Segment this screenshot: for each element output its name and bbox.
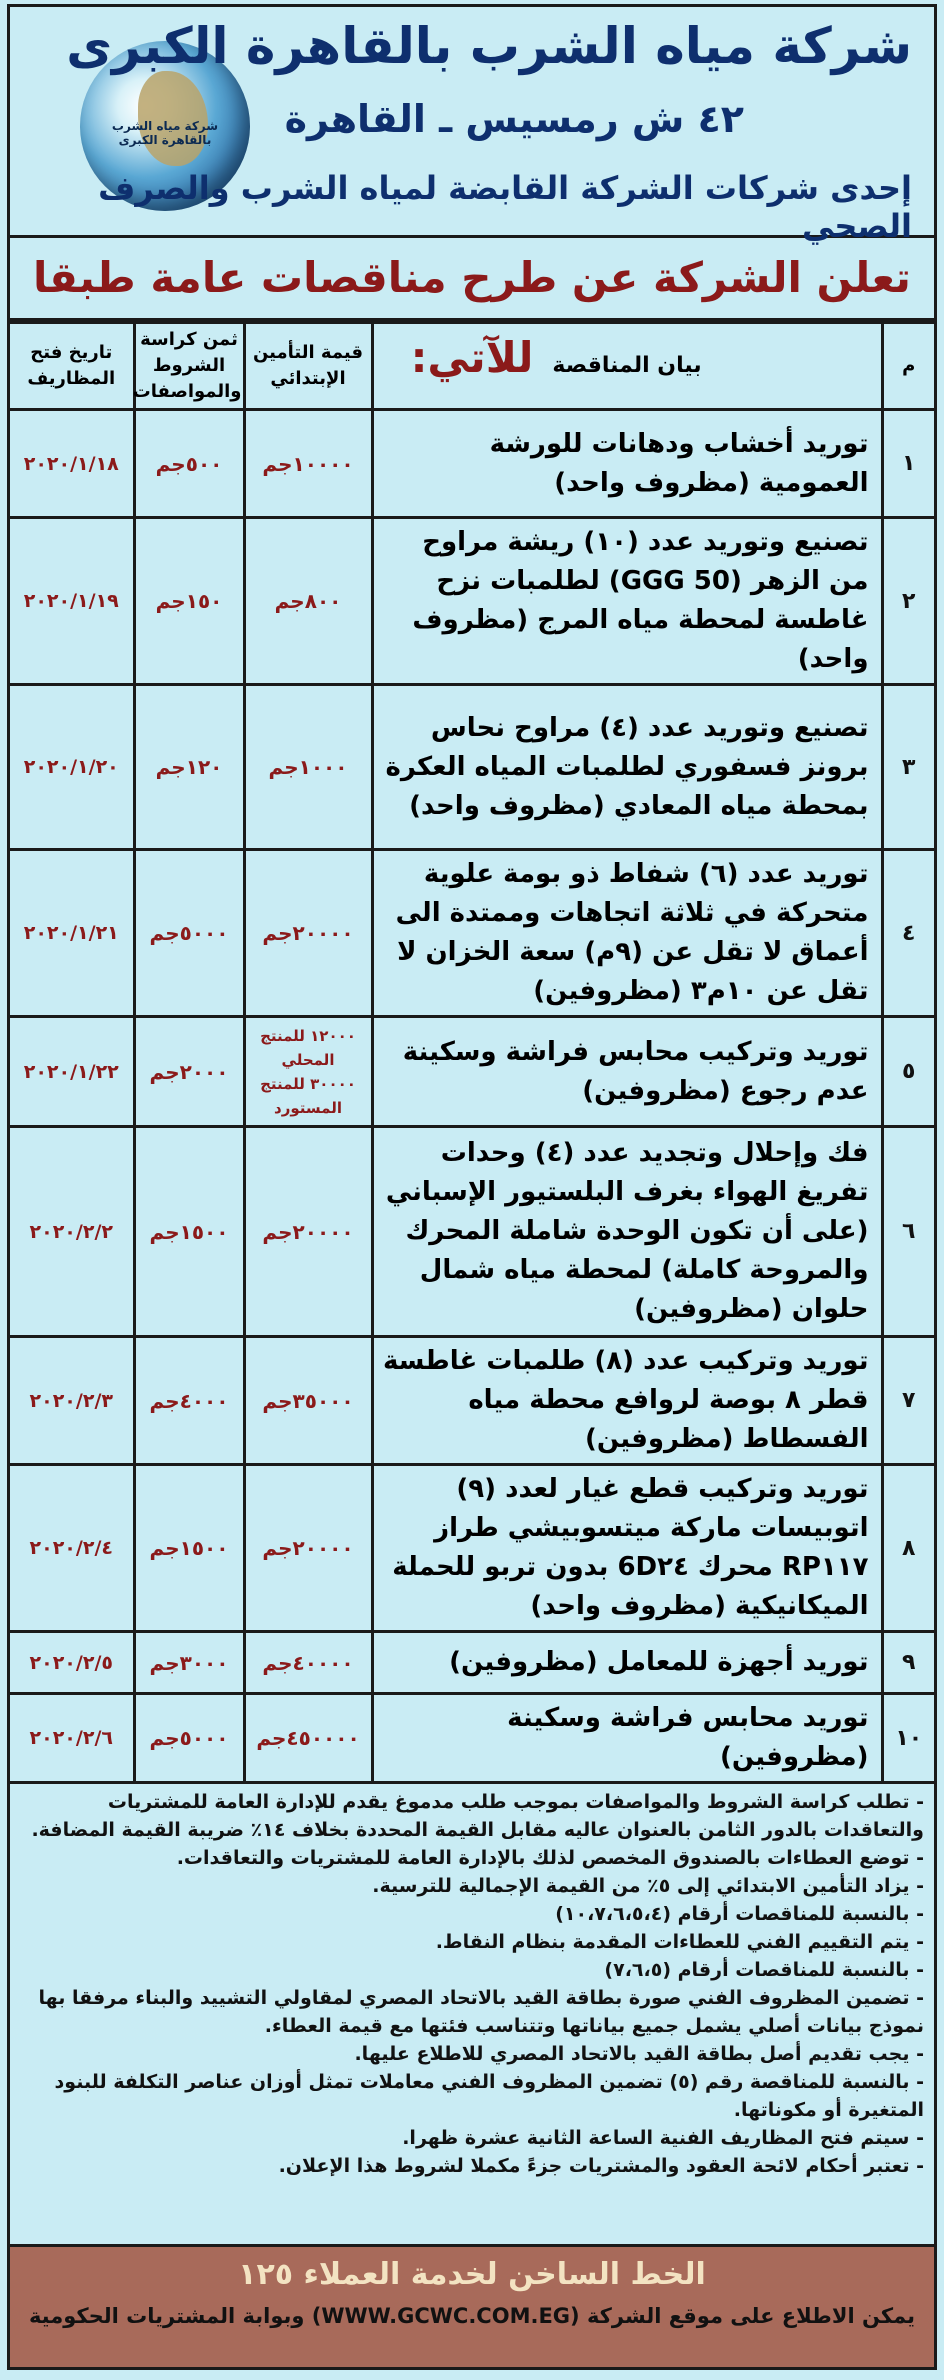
- insurance-import: ٣٠٠٠٠ للمنتج المستورد: [260, 1074, 356, 1117]
- row-description: توريد أخشاب ودهانات للورشة العمومية (مظروف واحد): [372, 410, 882, 518]
- row-description: توريد عدد (٦) شفاط ذو بومة علوية متحركة في ثلاثة اتجاهات وممتدة الى أعماق لا تقل عن (٩م) سعة الخزان لا تقل عن ١٠م٣ (مظروفين): [372, 850, 882, 1017]
- row-booklet-price: ١٢٠جم: [134, 685, 244, 850]
- row-booklet-price: ١٥٠جم: [134, 518, 244, 685]
- note-item: - بالنسبة للمناقصات أرقام (١٠،٧،٦،٥،٤): [555, 1903, 924, 1925]
- table-row: [10, 1632, 934, 1694]
- note-item: - سيتم فتح المظاريف الفنية الساعة الثانية عشرة ظهرا.: [402, 2127, 924, 2149]
- insurance-local: ١٢٠٠٠ للمنتج المحلي: [260, 1026, 356, 1069]
- company-address: ٤٢ ش رمسيس ـ القاهرة: [284, 97, 744, 141]
- header-opening-date: تاريخ فتح المظاريف: [10, 323, 134, 410]
- row-no: ٣: [882, 685, 934, 850]
- website-link[interactable]: يمكن الاطلاع على موقع الشركة (WWW.GCWC.COM.EG) وبوابة المشتريات الحكومية: [28, 2304, 916, 2328]
- row-opening-date: ٢٠٢٠/١/١٩: [10, 518, 134, 685]
- header-no: م: [882, 323, 934, 410]
- note-item: - تضمين المظروف الفني صورة بطاقة القيد بالاتحاد المصري لمقاولي التشييد والبناء مرفقا بها نموذج بيانات أصلي يشمل جميع بياناتها وتتناسب فئتها مع قيمة العطاء.: [38, 1987, 924, 2037]
- table-row: [10, 410, 934, 518]
- row-description: تصنيع وتوريد عدد (١٠) ريشة مراوح من الزهر (GGG 50) لطلمبات نزح غاطسة لمحطة مياه المرج (مظروف واحد): [372, 518, 882, 685]
- row-description: توريد وتركيب قطع غيار لعدد (٩) اتوبيسات ماركة ميتسوبيشي طراز RP١١٧ محرك 6D٢٤ بدون تربو للحملة الميكانيكية (مظروف واحد): [372, 1465, 882, 1632]
- tenders-table: [10, 321, 934, 1784]
- announcement-title: تعلن الشركة عن طرح مناقصات عامة طبقا للآتي:: [10, 238, 934, 321]
- row-booklet-price: ٥٠٠٠جم: [134, 850, 244, 1017]
- row-booklet-price: ١٥٠٠جم: [134, 1465, 244, 1632]
- row-insurance: [244, 1017, 372, 1127]
- row-no: ١٠: [882, 1694, 934, 1783]
- row-opening-date: ٢٠٢٠/٢/٢: [10, 1127, 134, 1337]
- note-item: - يتم التقييم الفني للعطاءات المقدمة بنظام النقاط.: [435, 1931, 924, 1953]
- row-opening-date: ٢٠٢٠/١/٢١: [10, 850, 134, 1017]
- advertisement-page: [7, 4, 937, 2370]
- header-description: بيان المناقصة: [372, 323, 882, 410]
- note-item: - يجب تقديم أصل بطاقة القيد بالاتحاد المصري للاطلاع عليها.: [354, 2043, 924, 2065]
- row-booklet-price: ١٥٠٠جم: [134, 1127, 244, 1337]
- table-row: [10, 1694, 934, 1783]
- row-insurance: ٨٠٠جم: [244, 518, 372, 685]
- row-no: ٦: [882, 1127, 934, 1337]
- note-item: - بالنسبة للمناقصات أرقام (٧،٦،٥): [604, 1959, 924, 1981]
- row-description: تصنيع وتوريد عدد (٤) مراوح نحاس برونز فسفوري لطلمبات المياه العكرة بمحطة مياه المعادي (مظروف واحد): [372, 685, 882, 850]
- header-insurance: قيمة التأمين الإبتدائي: [244, 323, 372, 410]
- table-row: [10, 1337, 934, 1465]
- row-insurance: ٤٠٠٠٠جم: [244, 1632, 372, 1694]
- footer-banner: [10, 2244, 934, 2367]
- row-no: ٥: [882, 1017, 934, 1127]
- note-item: - توضع العطاءات بالصندوق المخصص لذلك بالإدارة العامة للمشتريات والتعاقدات.: [176, 1847, 924, 1869]
- row-booklet-price: ٥٠٠جم: [134, 410, 244, 518]
- company-header: [10, 7, 934, 245]
- row-insurance: ٢٠٠٠٠جم: [244, 1465, 372, 1632]
- row-insurance: ٢٠٠٠٠جم: [244, 850, 372, 1017]
- company-subtitle: إحدى شركات الشركة القابضة لمياه الشرب والصرف الصحي: [98, 169, 912, 245]
- row-no: ٤: [882, 850, 934, 1017]
- note-item: - بالنسبة للمناقصة رقم (٥) تضمين المظروف الفني معاملات تمثل أوزان عناصر التكلفة للبنود المتغيرة أو مكوناتها.: [54, 2071, 924, 2121]
- note-item: - تطلب كراسة الشروط والمواصفات بموجب طلب مدموغ يقدم للإدارة العامة للمشتريات والتعاقدات بالدور الثامن بالعنوان عاليه مقابل القيمة المحددة بخلاف ١٤٪ ضريبة القيمة المضافة.: [31, 1791, 924, 1841]
- row-opening-date: ٢٠٢٠/٢/٤: [10, 1465, 134, 1632]
- row-opening-date: ٢٠٢٠/٢/٣: [10, 1337, 134, 1465]
- row-opening-date: ٢٠٢٠/١/٢٢: [10, 1017, 134, 1127]
- row-no: ٩: [882, 1632, 934, 1694]
- row-booklet-price: ٥٠٠٠جم: [134, 1694, 244, 1783]
- note-item: - يزاد التأمين الابتدائي إلى ٥٪ من القيمة الإجمالية للترسية.: [372, 1875, 924, 1897]
- company-name: شركة مياه الشرب بالقاهرة الكبرى: [66, 17, 912, 75]
- table-row: [10, 850, 934, 1017]
- table-row: [10, 1465, 934, 1632]
- row-description: فك وإحلال وتجديد عدد (٤) وحدات تفريغ الهواء بغرف البلستيور الإسباني (على أن تكون الوحدة شاملة المحرك والمروحة كاملة) لمحطة مياه شمال حلوان (مظروفين): [372, 1127, 882, 1337]
- table-row: [10, 1127, 934, 1337]
- note-item: - تعتبر أحكام لائحة العقود والمشتريات جزءً مكملا لشروط هذا الإعلان.: [278, 2155, 924, 2177]
- row-no: ١: [882, 410, 934, 518]
- row-no: ٢: [882, 518, 934, 685]
- row-opening-date: ٢٠٢٠/١/٢٠: [10, 685, 134, 850]
- row-insurance: ٣٥٠٠٠جم: [244, 1337, 372, 1465]
- row-description: توريد أجهزة للمعامل (مظروفين): [372, 1632, 882, 1694]
- notes-section: [10, 1784, 934, 2180]
- logo-text: شركة مياه الشرب بالقاهرة الكبرى: [111, 119, 219, 147]
- row-no: ٧: [882, 1337, 934, 1465]
- row-description: توريد وتركيب عدد (٨) طلمبات غاطسة قطر ٨ بوصة لروافع محطة مياه الفسطاط (مظروفين): [372, 1337, 882, 1465]
- row-booklet-price: ٤٠٠٠جم: [134, 1337, 244, 1465]
- row-insurance: ٢٠٠٠٠جم: [244, 1127, 372, 1337]
- table-row: [10, 1017, 934, 1127]
- table-row: [10, 685, 934, 850]
- row-insurance: ٤٥٠٠٠٠جم: [244, 1694, 372, 1783]
- row-insurance: ١٠٠٠جم: [244, 685, 372, 850]
- table-row: [10, 518, 934, 685]
- hotline-text: الخط الساخن لخدمة العملاء ١٢٥: [238, 2257, 706, 2292]
- row-description: توريد وتركيب محابس فراشة وسكينة عدم رجوع (مظروفين): [372, 1017, 882, 1127]
- row-booklet-price: ٢٠٠٠جم: [134, 1017, 244, 1127]
- row-no: ٨: [882, 1465, 934, 1632]
- row-opening-date: ٢٠٢٠/٢/٥: [10, 1632, 134, 1694]
- header-booklet-price: ثمن كراسة الشروط والمواصفات: [134, 323, 244, 410]
- row-description: توريد محابس فراشة وسكينة (مظروفين): [372, 1694, 882, 1783]
- row-opening-date: ٢٠٢٠/١/١٨: [10, 410, 134, 518]
- row-booklet-price: ٣٠٠٠جم: [134, 1632, 244, 1694]
- row-opening-date: ٢٠٢٠/٢/٦: [10, 1694, 134, 1783]
- row-insurance: ١٠٠٠٠جم: [244, 410, 372, 518]
